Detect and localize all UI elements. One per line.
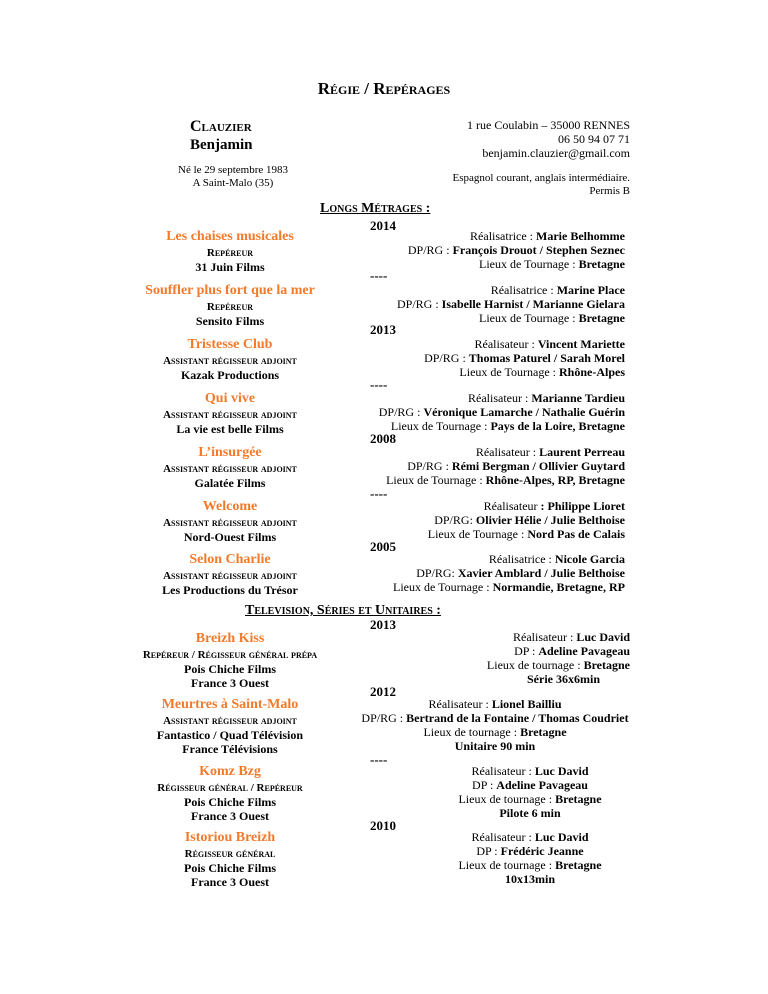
text-fragment: DP :: [472, 778, 497, 792]
project-entry: [130, 229, 330, 274]
text-fragment: Xavier Amblard / Julie Belthoise: [457, 566, 625, 580]
project-role: Assistant régisseur adjoint: [163, 517, 297, 529]
project-crew: [345, 499, 625, 541]
birth-info: [168, 164, 298, 190]
project-crew: [345, 445, 625, 487]
year-separator: ----: [370, 486, 388, 501]
crew-line: [345, 229, 625, 243]
crew-line: [420, 806, 640, 820]
text-fragment: DP/RG :: [378, 405, 424, 419]
crew-line: [345, 711, 645, 725]
project-role: Assistant régisseur adjoint: [163, 409, 297, 421]
project-role: Régisseur général / Repéreur: [157, 782, 303, 794]
project-title: Welcome: [202, 499, 258, 514]
crew-line: [420, 872, 640, 886]
project-title: Breizh Kiss: [195, 631, 265, 646]
project-title: Tristesse Club: [187, 337, 273, 352]
text-fragment: Bretagne: [578, 257, 625, 271]
crew-line: [345, 552, 625, 566]
text-fragment: Lieux de Tournage :: [427, 527, 528, 541]
project-title: Selon Charlie: [189, 552, 271, 567]
text-fragment: DP :: [514, 644, 539, 658]
crew-line: [345, 419, 625, 433]
project-crew: [345, 229, 625, 271]
project-role: Régisseur général: [184, 848, 276, 860]
broadcaster: France Télévisions: [182, 742, 278, 756]
text-fragment: Réalisatrice :: [488, 552, 555, 566]
text-fragment: Lieux de Tournage :: [478, 257, 579, 271]
text-fragment: DP/RG :: [396, 297, 442, 311]
project-entry: [100, 830, 360, 889]
project-crew: [345, 391, 625, 433]
project-entry: [130, 445, 330, 490]
text-fragment: Réalisateur :: [474, 337, 538, 351]
production-company: Fantastico / Quad Télévision: [156, 728, 304, 742]
text-fragment: Lieux de tournage :: [423, 725, 521, 739]
project-entry: [130, 499, 330, 544]
text-fragment: Pays de la Loire, Bretagne: [490, 419, 625, 433]
production-company: Les Productions du Trésor: [162, 583, 298, 597]
text-fragment: Bertrand de la Fontaine / Thomas Coudriet: [406, 711, 629, 725]
project-crew: [345, 697, 645, 753]
crew-line: [345, 365, 625, 379]
text-fragment: Rémi Bergman / Ollivier Guytard: [451, 459, 625, 473]
crew-line: [420, 844, 640, 858]
project-title: Souffler plus fort que la mer: [145, 283, 315, 298]
crew-line: [345, 566, 625, 580]
project-title: Meurtres à Saint-Malo: [161, 697, 299, 712]
text-fragment: Réalisateur :: [475, 445, 540, 459]
project-crew: [345, 283, 625, 325]
text-fragment: DP/RG:: [434, 513, 476, 527]
text-fragment: Frédéric Jeanne: [500, 844, 584, 858]
phone: 06 50 94 07 71: [558, 132, 630, 146]
contact-block: [420, 118, 630, 160]
text-fragment: DP/RG :: [424, 351, 469, 365]
project-crew: [345, 552, 625, 594]
crew-line: [345, 473, 625, 487]
crew-line: [345, 725, 645, 739]
text-fragment: Nord Pas de Calais: [527, 527, 625, 541]
year-label: 2005: [370, 539, 396, 554]
year-label: 2012: [370, 684, 396, 699]
project-title: L’insurgée: [198, 445, 262, 460]
crew-line: [345, 739, 645, 753]
project-title: Komz Bzg: [199, 764, 261, 779]
year-label: 2013: [370, 322, 396, 337]
text-fragment: Normandie, Bretagne, RP: [492, 580, 625, 594]
text-fragment: François Drouot / Stephen Seznec: [452, 243, 625, 257]
text-fragment: Réalisatrice :: [490, 283, 557, 297]
year-label: 2014: [370, 218, 396, 233]
production-company: Pois Chiche Films: [184, 662, 276, 676]
page-title: Régie / Repérages: [317, 79, 451, 98]
driving-license: Permis B: [589, 185, 630, 197]
project-role: Repéreur: [206, 301, 254, 313]
text-fragment: Réalisateur :: [468, 391, 532, 405]
crew-line: [345, 499, 625, 513]
address: 1 rue Coulabin – 35000 RENNES: [467, 118, 630, 132]
text-fragment: DP/RG :: [407, 459, 452, 473]
text-fragment: Lieux de Tournage :: [392, 580, 493, 594]
text-fragment: Lieux de tournage :: [486, 658, 584, 672]
crew-line: [345, 459, 625, 473]
text-fragment: Vincent Mariette: [537, 337, 625, 351]
birth-place: A Saint-Malo (35): [192, 177, 274, 189]
text-fragment: DP/RG:: [416, 566, 458, 580]
text-fragment: Laurent Perreau: [539, 445, 625, 459]
text-fragment: Bretagne: [583, 658, 630, 672]
text-fragment: Olivier Hélie / Julie Belthoise: [475, 513, 625, 527]
crew-line: [420, 792, 640, 806]
production-company: Pois Chiche Films: [184, 795, 276, 809]
project-entry: [130, 552, 330, 597]
crew-line: [305, 658, 630, 672]
text-fragment: DP :: [476, 844, 501, 858]
year-label: 2010: [370, 818, 396, 833]
text-fragment: Lionel Bailliu: [491, 697, 562, 711]
crew-line: [345, 697, 645, 711]
broadcaster: France 3 Ouest: [191, 676, 269, 690]
production-company: La vie est belle Films: [176, 422, 284, 436]
text-fragment: Lieux de Tournage :: [459, 365, 559, 379]
crew-line: [345, 283, 625, 297]
crew-line: [345, 391, 625, 405]
production-company: Pois Chiche Films: [184, 861, 276, 875]
text-fragment: Bretagne: [578, 311, 625, 325]
crew-line: [305, 630, 630, 644]
crew-line: [345, 243, 625, 257]
production-company: Galatée Films: [194, 476, 266, 490]
crew-line: [420, 764, 640, 778]
crew-line: [420, 778, 640, 792]
broadcaster: France 3 Ouest: [191, 809, 269, 823]
text-fragment: Réalisateur :: [513, 630, 577, 644]
birth-date: Né le 29 septembre 1983: [178, 164, 288, 176]
project-role: Assistant régisseur adjoint: [163, 463, 297, 475]
project-entry: [100, 764, 360, 823]
project-title: Istoriou Breizh: [184, 830, 276, 845]
crew-line: [345, 311, 625, 325]
text-fragment: Isabelle Harnist / Marianne Gielara: [441, 297, 625, 311]
text-fragment: Adeline Pavageau: [538, 644, 630, 658]
text-fragment: Lieux de tournage :: [458, 858, 556, 872]
text-fragment: Adeline Pavageau: [496, 778, 588, 792]
year-separator: ----: [370, 268, 388, 283]
crew-line: [345, 297, 625, 311]
project-entry: [100, 697, 360, 756]
languages-block: [400, 172, 630, 198]
text-fragment: Véronique Lamarche / Nathalie Guérin: [423, 405, 625, 419]
text-fragment: Thomas Paturel / Sarah Morel: [468, 351, 625, 365]
text-fragment: Marianne Tardieu: [531, 391, 625, 405]
crew-line: [345, 580, 625, 594]
person-name: [190, 118, 253, 154]
crew-line: [420, 830, 640, 844]
crew-line: [305, 644, 630, 658]
production-company: Sensito Films: [195, 314, 265, 328]
project-role: Assistant régisseur adjoint: [163, 355, 297, 367]
year-separator: ----: [370, 377, 388, 392]
project-entry: [130, 283, 330, 328]
text-fragment: Réalisateur :: [471, 764, 535, 778]
text-fragment: Bretagne: [555, 792, 602, 806]
text-fragment: Luc David: [534, 764, 589, 778]
text-fragment: Réalisateur :: [428, 697, 492, 711]
text-fragment: Lieux de Tournage :: [386, 473, 486, 487]
project-title: Les chaises musicales: [166, 229, 294, 244]
text-fragment: : Philippe Lioret: [540, 499, 625, 513]
text-fragment: Pilote 6 min: [499, 806, 561, 820]
text-fragment: Bretagne: [555, 858, 602, 872]
project-crew: [345, 337, 625, 379]
crew-line: [420, 858, 640, 872]
project-entry: [130, 337, 330, 382]
crew-line: [345, 445, 625, 459]
text-fragment: Luc David: [576, 630, 630, 644]
text-fragment: DP/RG :: [407, 243, 453, 257]
text-fragment: Réalisatrice :: [470, 229, 537, 243]
project-title: Qui vive: [204, 391, 256, 406]
last-name: Clauzier: [190, 118, 252, 135]
text-fragment: DP/RG :: [361, 711, 407, 725]
crew-line: [345, 513, 625, 527]
text-fragment: Bretagne: [520, 725, 567, 739]
project-role: Assistant régisseur adjoint: [163, 570, 297, 582]
production-company: Nord-Ouest Films: [183, 530, 277, 544]
broadcaster: France 3 Ouest: [191, 875, 269, 889]
text-fragment: Marie Belhomme: [536, 229, 625, 243]
project-crew: [420, 764, 640, 820]
crew-line: [345, 527, 625, 541]
project-crew: [420, 830, 640, 886]
project-crew: [305, 630, 630, 686]
text-fragment: Lieux de tournage :: [458, 792, 556, 806]
text-fragment: Rhône-Alpes: [558, 365, 625, 379]
text-fragment: 10x13min: [504, 872, 555, 886]
year-separator: ----: [370, 752, 388, 767]
project-entry: [130, 391, 330, 436]
crew-line: [345, 405, 625, 419]
year-label: 2008: [370, 431, 396, 446]
text-fragment: Série 36x6min: [527, 672, 600, 686]
section-title-feature-films: Longs Métrages :: [320, 201, 431, 216]
text-fragment: Unitaire 90 min: [454, 739, 536, 753]
text-fragment: Luc David: [534, 830, 589, 844]
project-role: Repéreur / Régisseur général prépa: [142, 649, 318, 661]
text-fragment: Marine Place: [556, 283, 625, 297]
languages: Espagnol courant, anglais intermédiaire.: [452, 172, 630, 184]
crew-line: [345, 257, 625, 271]
crew-line: [345, 337, 625, 351]
crew-line: [345, 351, 625, 365]
project-role: Repéreur: [206, 247, 254, 259]
production-company: 31 Juin Films: [195, 260, 265, 274]
first-name: Benjamin: [190, 137, 253, 153]
email: benjamin.clauzier@gmail.com: [482, 146, 630, 160]
text-fragment: Rhône-Alpes, RP, Bretagne: [485, 473, 625, 487]
text-fragment: Lieux de Tournage :: [478, 311, 579, 325]
section-title-tv: Television, Séries et Unitaires :: [245, 603, 441, 618]
text-fragment: Réalisateur :: [471, 830, 535, 844]
project-role: Assistant régisseur adjoint: [163, 715, 297, 727]
production-company: Kazak Productions: [180, 368, 280, 382]
text-fragment: Lieux de Tournage :: [390, 419, 491, 433]
text-fragment: Réalisateur: [483, 499, 541, 513]
text-fragment: Nicole Garcia: [554, 552, 625, 566]
year-label: 2013: [370, 617, 396, 632]
crew-line: [305, 672, 600, 686]
